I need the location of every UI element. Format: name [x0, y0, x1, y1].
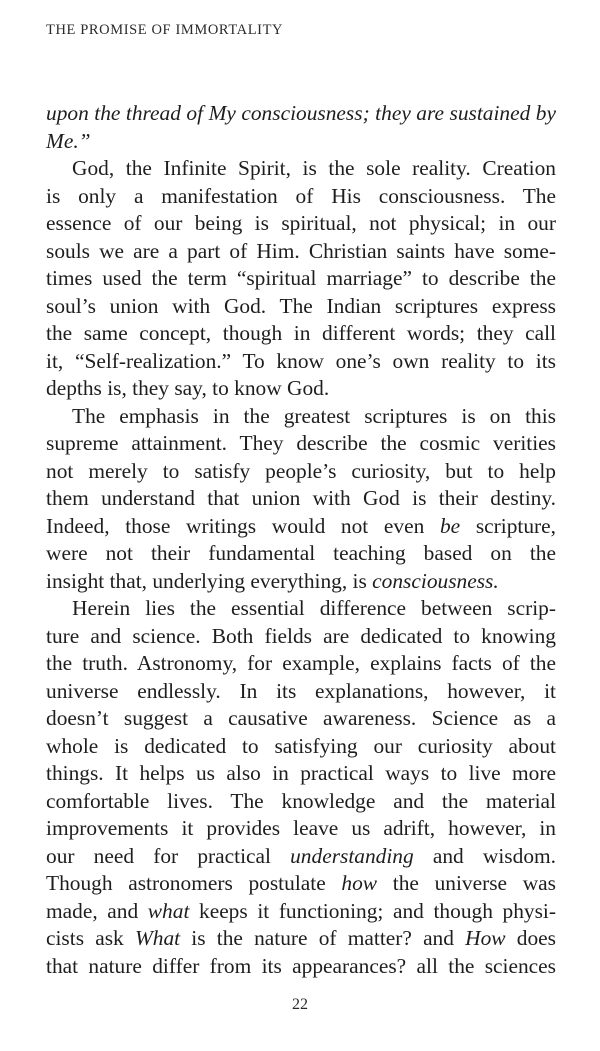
text-line: depths is, they say, to know God.	[46, 376, 330, 400]
text-run: scripture,	[460, 513, 556, 538]
text-run: cists ask	[46, 926, 135, 950]
emphasis: consciousness.	[372, 568, 499, 593]
text-line	[46, 568, 556, 596]
emphasis: understanding	[290, 843, 414, 868]
body-text	[46, 100, 556, 980]
text-line: the same concept, though in different words; they call	[46, 321, 556, 345]
text-line	[46, 870, 556, 898]
text-line: souls we are a part of Him. Christian saints have some-	[46, 238, 556, 263]
emphasis: What	[134, 926, 181, 950]
text-line: The emphasis in the greatest scriptures is on this	[72, 403, 556, 428]
emphasis: How	[465, 926, 506, 950]
paragraph	[46, 595, 556, 980]
text-run: Though astronomers postulate	[46, 871, 342, 895]
text-line: that nature differ from its appearances? all the sciences	[46, 953, 556, 978]
text-run: does	[505, 926, 556, 950]
emphasis: be	[439, 513, 461, 538]
text-line: things. It helps us also in practical ways to live more	[46, 761, 556, 785]
text-line: improvements it provides leave us adrift, however, in	[46, 816, 556, 840]
text-run: Indeed, those writings would not even	[46, 513, 440, 538]
text-run: insight that, underlying everything, is	[46, 568, 373, 593]
text-line	[46, 925, 556, 953]
running-head: THE PROMISE OF IMMORTALITY	[46, 22, 284, 38]
paragraph	[46, 155, 556, 403]
paragraph-quote-continuation	[46, 100, 556, 155]
text-line: essence of our being is spiritual, not physical; in our	[46, 211, 556, 235]
text-line: times used the term “spiritual marriage” to describe the	[46, 266, 556, 290]
text-run: keeps it functioning; and though physi-	[189, 898, 556, 923]
text-line: comfortable lives. The knowledge and the material	[46, 788, 556, 813]
text-run: the universe was	[377, 871, 556, 895]
text-line: God, the Infinite Spirit, is the sole reality. Creation	[72, 156, 556, 180]
emphasis: what	[147, 898, 190, 923]
page-number: 22	[292, 996, 308, 1013]
text-line: Me.”	[46, 128, 91, 153]
text-run: made, and	[46, 898, 148, 923]
text-line	[46, 513, 556, 541]
text-line: upon the thread of My consciousness; they are sustained by	[46, 101, 556, 125]
text-line: ture and science. Both fields are dedicated to knowing	[46, 623, 556, 648]
text-line: whole is dedicated to satisfying our curiosity about	[46, 733, 556, 758]
text-line: is only a manifestation of His consciousness. The	[46, 183, 556, 208]
text-line: universe endlessly. In its explanations, however, it	[46, 678, 556, 703]
text-run: and wisdom.	[413, 843, 556, 868]
text-line: not merely to satisfy people’s curiosity, but to help	[46, 458, 556, 483]
text-run: is the nature of matter? and	[180, 926, 466, 950]
text-line: it, “Self-realization.” To know one’s own reality to its	[46, 348, 556, 373]
text-line: the truth. Astronomy, for example, explains facts of the	[46, 651, 556, 675]
emphasis: how	[341, 871, 378, 895]
text-line	[46, 843, 556, 871]
text-line: soul’s union with God. The Indian scriptures express	[46, 293, 556, 318]
text-line: them understand that union with God is their destiny.	[46, 486, 556, 510]
text-line: were not their fundamental teaching based on the	[46, 541, 556, 565]
text-line: Herein lies the essential difference between scrip-	[72, 596, 556, 620]
text-line	[46, 898, 556, 926]
paragraph	[46, 403, 556, 596]
text-line: supreme attainment. They describe the cosmic verities	[46, 431, 556, 455]
text-line: doesn’t suggest a causative awareness. Science as a	[46, 706, 556, 730]
text-run: our need for practical	[46, 843, 291, 868]
